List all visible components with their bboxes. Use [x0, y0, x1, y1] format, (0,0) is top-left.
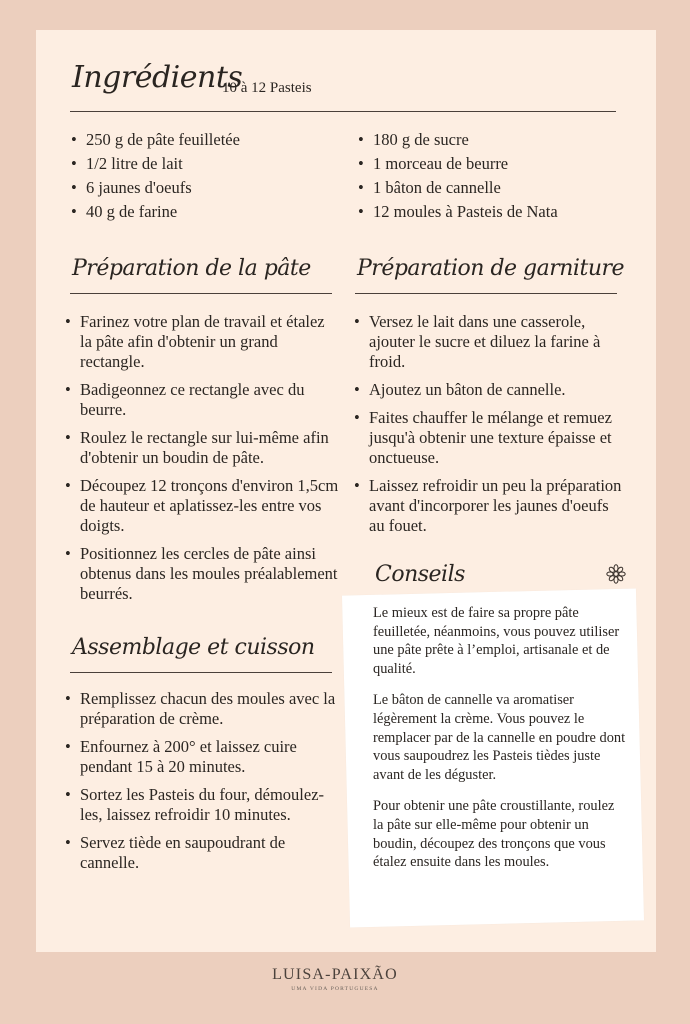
assemblage-step: • Sortez les Pasteis du four, démoulez-les, laissez refroidir 10 minutes. — [64, 785, 336, 825]
garniture-step: • Ajoutez un bâton de cannelle. — [353, 380, 623, 400]
ingredient-item: • 12 moules à Pasteis de Nata — [357, 202, 627, 222]
assemblage-steps — [64, 689, 336, 881]
pate-steps — [64, 312, 339, 612]
garniture-divider — [355, 293, 617, 294]
tip-paragraph: Le mieux est de faire sa propre pâte feuilletée, néanmoins, vous pouvez utiliser une pâte prête à l’emploi, artisanale et de qualité. — [373, 605, 620, 677]
assemblage-divider — [70, 672, 332, 673]
tip-paragraph: Pour obtenir une pâte croustillante, roulez la pâte sur elle-même pour obtenir un boudin, découpez des tronçons que vous étalez ensuite dans les moules. — [373, 798, 615, 871]
pate-title: Préparation de la pâte — [72, 256, 311, 281]
ingredients-title: Ingrédients — [72, 60, 243, 95]
ingredient-item: • 1 bâton de cannelle — [357, 178, 627, 198]
ingredients-list-left — [70, 130, 340, 226]
garniture-title: Préparation de garniture — [357, 256, 625, 281]
ingredient-item: • 40 g de farine — [70, 202, 340, 222]
tip-paragraph: Le bâton de cannelle va aromatiser légèrement la crème. Vous pouvez le remplacer par de la cannelle en poudre dont vous saupoudrez les Pasteis tièdes juste avant de les déguster. — [373, 692, 626, 783]
ingredient-item: • 6 jaunes d'oeufs — [70, 178, 340, 198]
garniture-steps — [353, 312, 623, 544]
ingredient-item: • 180 g de sucre — [357, 130, 627, 150]
garniture-step: • Faites chauffer le mélange et remuez jusqu'à obtenir une texture épaisse et onctueuse. — [353, 408, 623, 468]
brand-logo: LUISA-PAIXÃO — [272, 966, 398, 983]
tips-text — [373, 604, 628, 885]
ingredients-divider — [70, 111, 616, 112]
assemblage-step: • Remplissez chacun des moules avec la préparation de crème. — [64, 689, 336, 729]
pate-step: • Farinez votre plan de travail et étalez la pâte afin d'obtenir un grand rectangle. — [64, 312, 339, 372]
ingredient-item: • 250 g de pâte feuilletée — [70, 130, 340, 150]
garniture-step: • Versez le lait dans une casserole, ajouter le sucre et diluez la farine à froid. — [353, 312, 623, 372]
ingredient-item: • 1 morceau de beurre — [357, 154, 627, 174]
assemblage-title: Assemblage et cuisson — [72, 635, 315, 660]
assemblage-step: • Enfournez à 200° et laissez cuire pendant 15 à 20 minutes. — [64, 737, 336, 777]
conseils-title: Conseils — [375, 562, 465, 587]
pate-step: • Découpez 12 tronçons d'environ 1,5cm de hauteur et aplatissez-les entre vos doigts. — [64, 476, 339, 536]
flower-icon — [605, 563, 627, 585]
assemblage-step: • Servez tiède en saupoudrant de cannelle. — [64, 833, 336, 873]
ingredients-list-right — [357, 130, 627, 226]
ingredient-item: • 1/2 litre de lait — [70, 154, 340, 174]
servings-label: 10 à 12 Pasteis — [222, 80, 312, 96]
pate-step: • Roulez le rectangle sur lui-même afin d'obtenir un boudin de pâte. — [64, 428, 339, 468]
brand-tagline: UMA VIDA PORTUGUESA — [291, 986, 379, 992]
pate-step: • Positionnez les cercles de pâte ainsi obtenus dans les moules préalablement beurrés. — [64, 544, 339, 604]
garniture-step: • Laissez refroidir un peu la préparation avant d'incorporer les jaunes d'oeufs au fouet. — [353, 476, 623, 536]
pate-step: • Badigeonnez ce rectangle avec du beurre. — [64, 380, 339, 420]
pate-divider — [70, 293, 332, 294]
